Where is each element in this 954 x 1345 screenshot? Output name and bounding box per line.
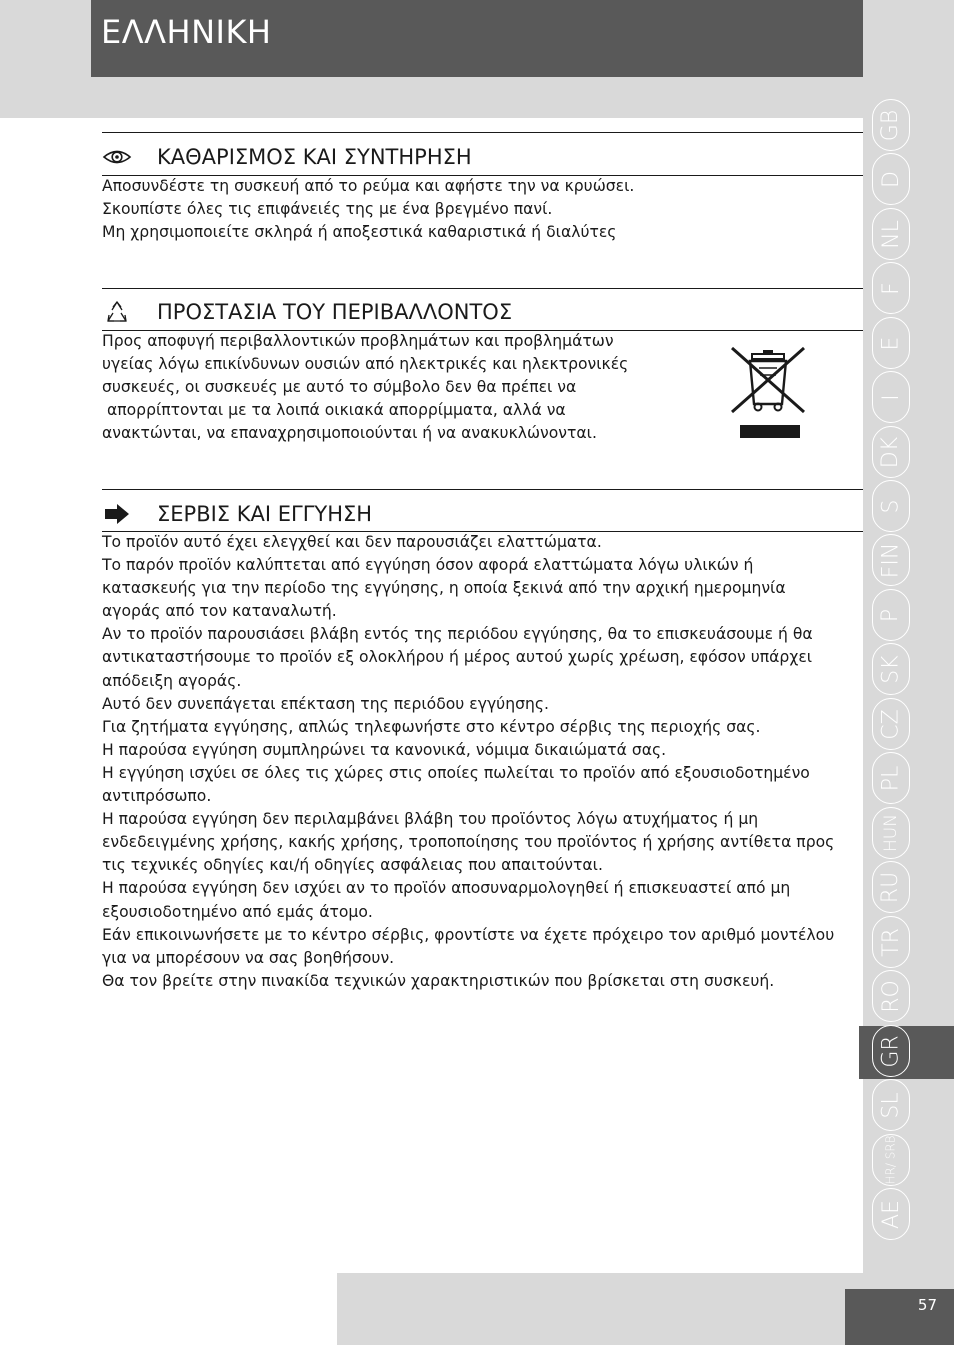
- lang-tab-s[interactable]: S: [872, 480, 910, 532]
- section-heading-environment: ΠΡΟΣΤΑΣΙΑ ΤΟΥ ΠΕΡΙΒΑΛΛΟΝΤΟΣ: [102, 297, 512, 327]
- section-divider-top: [102, 288, 863, 289]
- lang-tab-ro[interactable]: RO: [872, 970, 910, 1022]
- page-title: ΕΛΛΗΝΙΚΗ: [101, 13, 272, 51]
- eye-icon: [102, 145, 132, 169]
- section-heading-service: ΣΕΡΒΙΣ ΚΑΙ ΕΓΓΥΗΣΗ: [102, 499, 372, 529]
- lang-tab-f[interactable]: F: [872, 262, 910, 314]
- lang-tab-gb[interactable]: GB: [872, 99, 910, 151]
- lang-tab-cz[interactable]: CZ: [872, 698, 910, 750]
- environment-text: Προς αποφυγή περιβαλλοντικών προβλημάτων και προβλημάτων υγείας λόγω επικίνδυνων ουσιών από ηλεκτρικές και ηλεκτρονικές συσκευές, οι συσκευές με αυτό το σύμβολο δεν θα πρέπει να απορρίπτονται με τα λοιπά οικιακά απορρίμματα, αλλά να ανακτώνται, να επαναχρησιμοποιούνται ή να ανακυκλώνονται.: [102, 332, 629, 443]
- title-bar: [91, 0, 863, 77]
- lang-tab-hr-srb[interactable]: HR/ SRB: [872, 1134, 910, 1186]
- lang-tab-nl[interactable]: NL: [872, 208, 910, 260]
- arrow-right-icon: [102, 502, 132, 526]
- crossed-out-wheelie-bin-icon: [728, 346, 808, 440]
- recycle-icon: [102, 300, 132, 324]
- page-number: 57: [917, 1296, 937, 1314]
- section-divider-top: [102, 132, 863, 133]
- cleaning-text: Αποσυνδέστε τη συσκευή από το ρεύμα και αφήστε την να κρυώσει. Σκουπίστε όλες τις επιφάνειές της με ένα βρεγμένο πανί. Μη χρησιμοποιείτε σκληρά ή αποξεστικά καθαριστικά ή διαλύτες: [102, 177, 635, 242]
- lang-tab-d[interactable]: D: [872, 153, 910, 205]
- lang-tab-pl[interactable]: PL: [872, 752, 910, 804]
- section-heading-cleaning: ΚΑΘΑΡΙΣΜΟΣ ΚΑΙ ΣΥΝΤΗΡΗΣΗ: [102, 142, 472, 172]
- lang-tab-ru[interactable]: RU: [872, 861, 910, 913]
- lang-tab-dk[interactable]: DK: [872, 426, 910, 478]
- lang-tab-gr[interactable]: GR: [872, 1025, 910, 1077]
- lang-tab-i[interactable]: I: [872, 371, 910, 423]
- lang-tab-ae[interactable]: AE: [872, 1188, 910, 1240]
- lang-tab-fin[interactable]: FIN: [872, 534, 910, 586]
- lang-tab-sl[interactable]: SL: [872, 1079, 910, 1131]
- lang-tab-tr[interactable]: TR: [872, 916, 910, 968]
- service-text: Το προϊόν αυτό έχει ελεγχθεί και δεν παρουσιάζει ελαττώματα. Το παρόν προϊόν καλύπτεται από εγγύηση όσον αφορά ελαττώματα λόγω υλικών ή κατασκευής για την περίοδο της εγγύησης, η οποία ξεκινά από την αρχική ημερομηνία αγοράς από τον καταναλωτή. Αν το προϊόν παρουσιάσει βλάβη εντός της περιόδου εγγύησης, θα το επισκευάσουμε ή θα αντικαταστήσουμε το προϊόν εξ ολοκλήρου ή μέρος αυτού χωρίς χρέωση, εφόσον υπάρχει απόδειξη αγοράς. Αυτό δεν συνεπάγεται επέκταση της περιόδου εγγύησης. Για ζητήματα εγγύησης, απλώς τηλεφωνήστε στο κέντρο σέρβις της περιοχής σας. Η παρούσα εγγύηση συμπληρώνει τα κανονικά, νόμιμα δικαιώματά σας. Η εγγύηση ισχύει σε όλες τις χώρες στις οποίες πωλείται το προϊόν από εξουσιοδοτημένο αντιπρόσωπο. Η παρούσα εγγύηση δεν περιλαμβάνει βλάβη του προϊόντος λόγω ατυχήματος ή μη ενδεδειγμένης χρήσης, κακής χρήσης, τροποποίησης του προϊόντος ή χρήσης αντίθετα προς τις τεχνικές οδηγίες και/ή οδηγίες ασφάλειας που απαιτούνται. Η παρούσα εγγύηση δεν ισχύει αν το προϊόν αποσυναρμολογηθεί ή επισκευαστεί από μη εξουσιοδοτημένο από εμάς άτομο. Εάν επικοινωνήσετε με το κέντρο σέρβις, φροντίστε να έχετε πρόχειρο τον αριθμό μοντέλου για να μπορέσουν να σας βοηθήσουν. Θα τον βρείτε στην πινακίδα τεχνικών χαρακτηριστικών που βρίσκεται στη συσκευή.: [102, 533, 835, 990]
- lang-tab-p[interactable]: P: [872, 589, 910, 641]
- footer-strip: [337, 1273, 863, 1345]
- lang-tab-sk[interactable]: SK: [872, 643, 910, 695]
- section-divider-top: [102, 489, 863, 490]
- lang-tab-e[interactable]: E: [872, 317, 910, 369]
- lang-tab-hun[interactable]: HUN: [872, 807, 910, 859]
